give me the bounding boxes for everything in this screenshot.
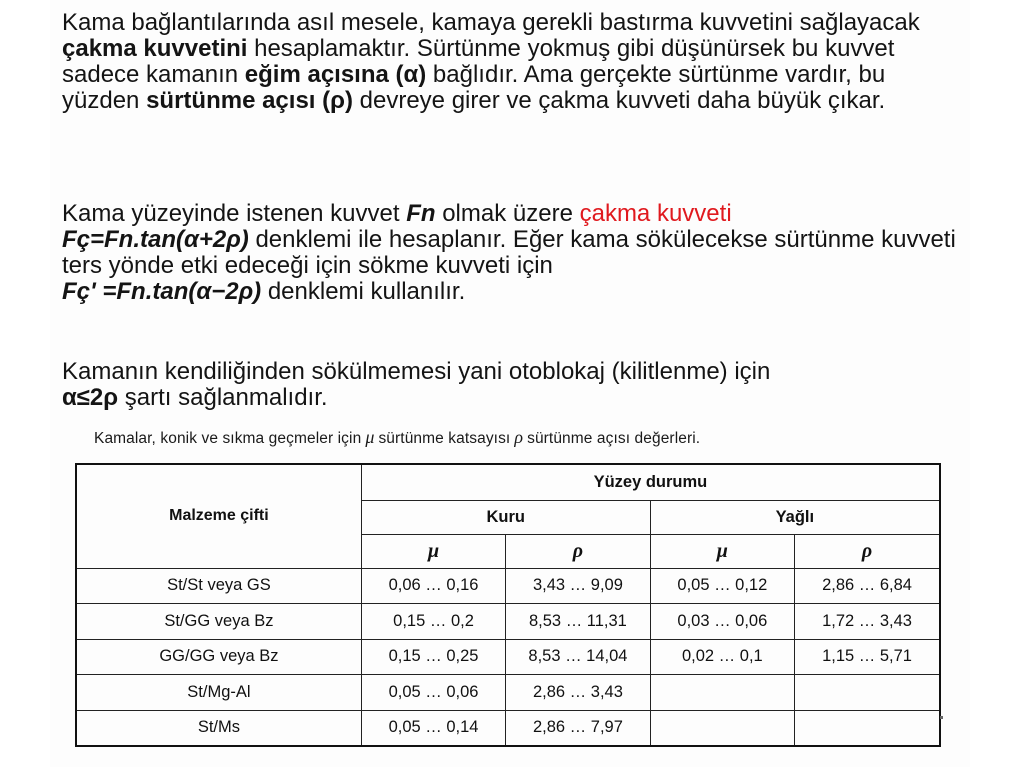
cell-oily-mu xyxy=(650,710,794,746)
text: hesaplamaktır. Sürtünme yokmuş gibi düşünürsek bu kuvvet sadece kamanın xyxy=(62,35,895,88)
cell-material: St/GG veya Bz xyxy=(76,604,361,640)
cell-material: GG/GG veya Bz xyxy=(76,639,361,675)
cell-dry-mu: 0,15 … 0,2 xyxy=(361,604,505,640)
header-oily: Yağlı xyxy=(650,500,940,534)
paragraph-self-locking xyxy=(62,359,962,411)
bold-term: sürtünme açısı (ρ) xyxy=(146,87,353,114)
bold-term: çakma kuvvetini xyxy=(62,35,248,62)
mu-symbol: μ xyxy=(365,427,375,447)
table-caption xyxy=(94,427,964,448)
cell-dry-rho: 3,43 … 9,09 xyxy=(506,568,650,604)
highlight-text: çakma kuvveti xyxy=(579,200,732,227)
text: denklemi ile hesaplanır. Eğer kama sökülecekse sürtünme kuvveti ters yönde etki edeceği için sökme kuvveti için xyxy=(62,226,956,279)
text: şartı sağlanmalıdır. xyxy=(118,384,328,411)
text: Kama yüzeyinde istenen kuvvet xyxy=(62,200,407,227)
header-rho-oily: ρ xyxy=(795,534,940,568)
caption-text: Kamalar, konik ve sıkma geçmeler için xyxy=(94,430,362,447)
cell-dry-rho: 8,53 … 11,31 xyxy=(506,604,650,640)
header-mu-oily: μ xyxy=(650,534,794,568)
paragraph-force-equations xyxy=(62,201,962,305)
text: devreye girer ve çakma kuvveti daha büyük çıkar. xyxy=(352,87,886,114)
cell-oily-mu: 0,02 … 0,1 xyxy=(650,639,794,675)
table-row xyxy=(76,604,940,640)
cell-material: St/St veya GS xyxy=(76,568,361,604)
cell-oily-mu xyxy=(650,675,794,711)
cell-material: St/Ms xyxy=(76,710,361,746)
cell-dry-rho: 8,53 … 14,04 xyxy=(506,639,650,675)
cell-dry-mu: 0,05 … 0,06 xyxy=(361,675,505,711)
cell-oily-rho: 1,15 … 5,71 xyxy=(795,639,940,675)
cell-oily-mu: 0,05 … 0,12 xyxy=(650,568,794,604)
rho-symbol: ρ xyxy=(514,427,524,447)
table-row xyxy=(76,568,940,604)
friction-table xyxy=(75,463,941,747)
text: denklemi kullanılır. xyxy=(261,278,466,305)
cell-oily-rho xyxy=(795,675,940,711)
caption-text: sürtünme katsayısı xyxy=(378,430,511,447)
equation-release: Fç' =Fn.tan(α−2ρ) xyxy=(62,278,262,305)
text: Kamanın kendiliğinden sökülmemesi yani otoblokaj (kilitlenme) için xyxy=(62,358,771,385)
cell-oily-rho: 1,72 … 3,43 xyxy=(795,604,940,640)
equation-drive: Fç=Fn.tan(α+2ρ) xyxy=(62,226,249,253)
cell-oily-rho xyxy=(795,710,940,746)
table-row xyxy=(76,710,940,746)
header-dry: Kuru xyxy=(361,500,650,534)
bold-term: eğim açısına (α) xyxy=(244,61,427,88)
table-row xyxy=(76,639,940,675)
cell-dry-mu: 0,05 … 0,14 xyxy=(361,710,505,746)
text: olmak üzere xyxy=(435,200,580,227)
scan-dot xyxy=(940,716,943,719)
cell-dry-rho: 2,86 … 7,97 xyxy=(506,710,650,746)
caption-text: sürtünme açısı değerleri. xyxy=(527,430,701,447)
text: Kama bağlantılarında asıl mesele, kamaya gerekli bastırma kuvvetini sağlayacak xyxy=(62,9,920,36)
table-row xyxy=(76,675,940,711)
cell-material: St/Mg-Al xyxy=(76,675,361,711)
paragraph-friction-intro xyxy=(62,10,962,114)
cell-oily-mu: 0,03 … 0,06 xyxy=(650,604,794,640)
text: bağlıdır. Ama gerçekte sürtünme vardır, bu yüzden xyxy=(62,61,886,114)
header-material-pair: Malzeme çifti xyxy=(76,464,361,568)
cell-dry-mu: 0,15 … 0,25 xyxy=(361,639,505,675)
bold-term: α≤2ρ xyxy=(62,384,119,411)
header-surface-condition: Yüzey durumu xyxy=(361,464,940,500)
cell-oily-rho: 2,86 … 6,84 xyxy=(795,568,940,604)
bold-italic-term: Fn xyxy=(406,200,436,227)
header-mu-dry: μ xyxy=(361,534,505,568)
cell-dry-rho: 2,86 … 3,43 xyxy=(506,675,650,711)
header-rho-dry: ρ xyxy=(506,534,650,568)
cell-dry-mu: 0,06 … 0,16 xyxy=(361,568,505,604)
